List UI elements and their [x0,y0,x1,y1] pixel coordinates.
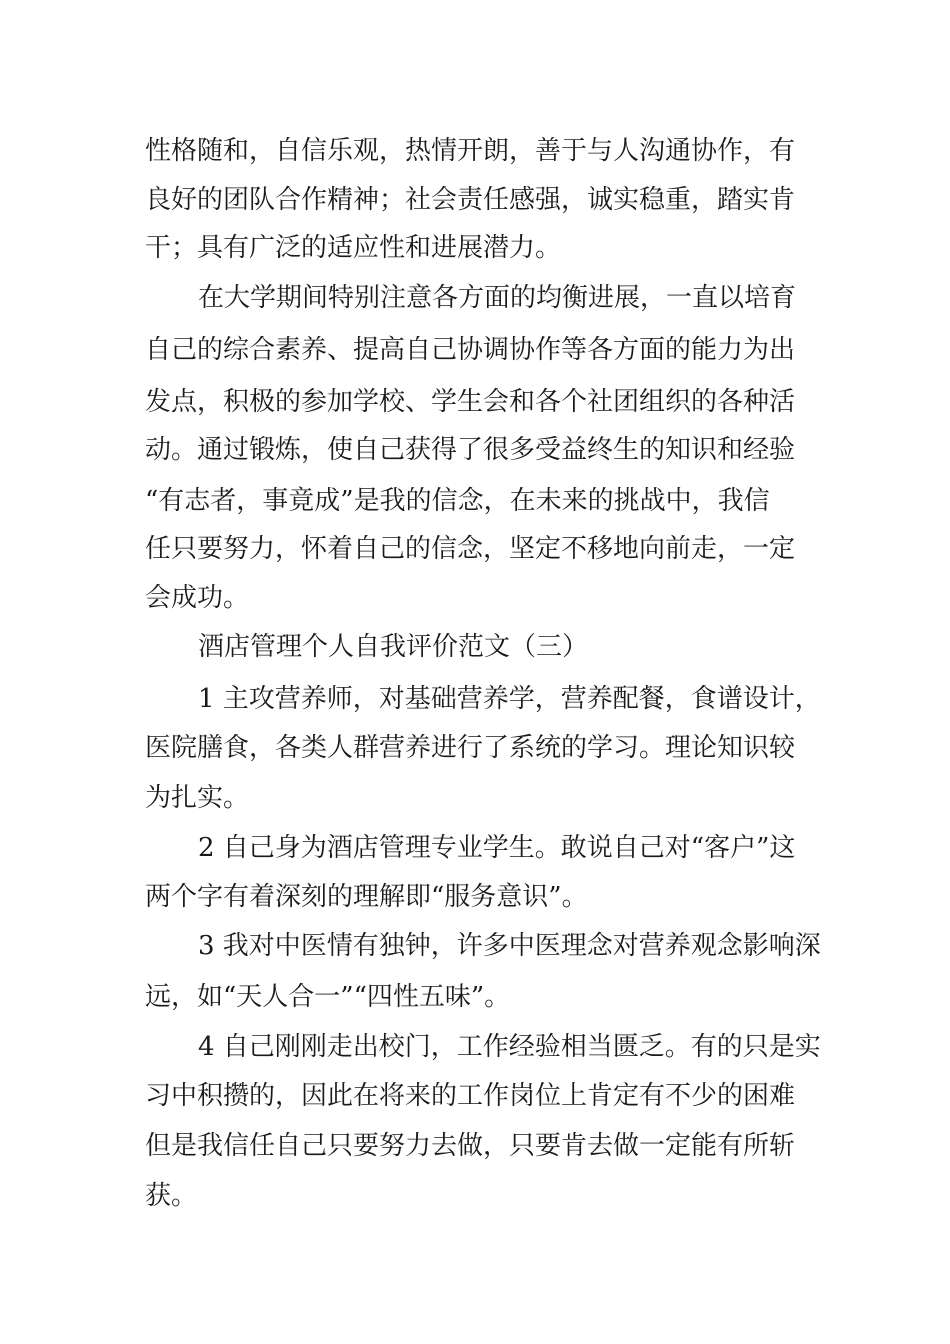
item-4-line-4: 获。 [145,1181,198,1211]
paragraph-2-line-2: 自己的综合素养、提高自己协调协作等各方面的能力为出 [145,335,796,365]
item-2-line-1: 2 自己身为酒店管理专业学生。敢说自己对“客户”这 [198,833,796,863]
item-4-line-1: 4 自己刚刚走出校门，工作经验相当匮乏。有的只是实 [198,1032,821,1062]
item-1-line-1: 1 主攻营养师，对基础营养学，营养配餐，食谱设计， [198,684,821,714]
paragraph-1-line-1: 性格随和，自信乐观，热情开朗，善于与人沟通协作，有 [145,136,796,166]
paragraph-2-line-7: 会成功。 [145,583,250,613]
paragraph-2-line-4: 动。通过锻炼，使自己获得了很多受益终生的知识和经验 [145,435,796,465]
item-4-line-3: 但是我信任自己只要努力去做，只要肯去做一定能有所斩 [145,1131,796,1161]
item-1-line-3: 为扎实。 [145,783,250,813]
section-heading: 酒店管理个人自我评价范文（三） [198,632,589,662]
paragraph-2-line-6: 任只要努力，怀着自己的信念，坚定不移地向前走，一定 [145,534,796,564]
paragraph-2-line-1: 在大学期间特别注意各方面的均衡进展，一直以培育 [198,283,797,313]
paragraph-2-line-5: “有志者，事竟成”是我的信念，在未来的挑战中，我信 [145,486,770,516]
item-3-line-2: 远，如“天人合一”“四性五味”。 [145,982,511,1012]
paragraph-2-line-3: 发点，积极的参加学校、学生会和各个社团组织的各种活 [145,387,796,417]
paragraph-1-line-2: 良好的团队合作精神；社会责任感强，诚实稳重，踏实肯 [145,185,796,215]
item-4-line-2: 习中积攒的，因此在将来的工作岗位上肯定有不少的困难 [145,1081,796,1111]
item-1-line-2: 医院膳食，各类人群营养进行了系统的学习。理论知识较 [145,733,796,763]
item-2-line-2: 两个字有着深刻的理解即“服务意识”。 [145,882,588,912]
item-3-line-1: 3 我对中医情有独钟，许多中医理念对营养观念影响深 [198,931,821,961]
paragraph-1-line-3: 干；具有广泛的适应性和进展潜力。 [145,233,562,263]
